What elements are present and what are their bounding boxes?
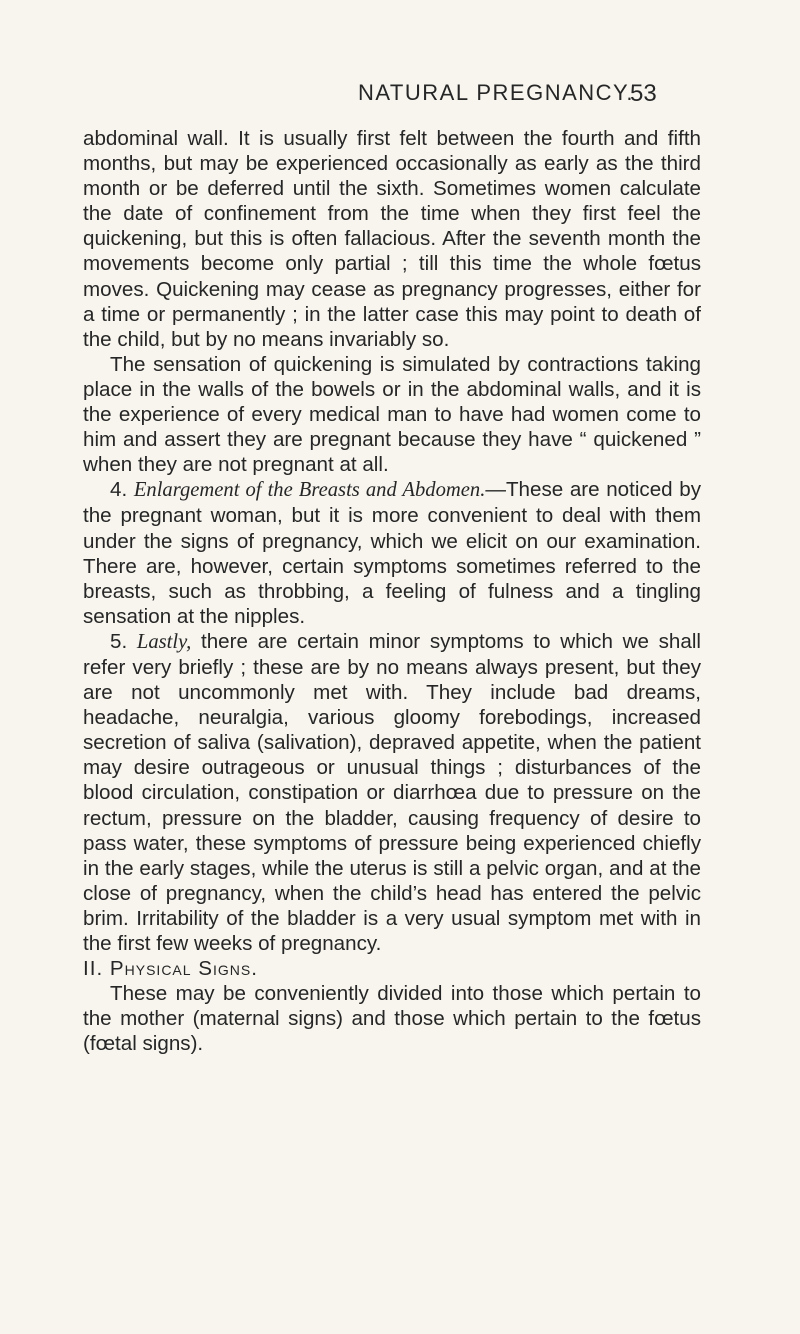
paragraph-text: there are certain minor symptoms to which we shall refer very briefly ; these are by no means always present, but they are not uncommonly met with. They include bad dreams, headache, neuralgia, various gloomy forebodings, increased secretion of saliva (salivation), depraved appetite, when the patient may desire outrageous or unusual things ; disturbances of the blood circulation, constipation or diarrhœa due to pressure on the rectum, pressure on the bladder, causing frequency of desire to pass water, these symptoms of pressure being experienced chiefly in the early stages, while the uterus is still a pelvic organ, and at the close of pregnancy, when the child’s head has entered the pelvic brim. Irritability of the bladder is a very usual symptom met with in the first few weeks of pregnancy.: [83, 629, 701, 955]
inline-heading: Enlargement of the Breasts and Abdomen.: [133, 479, 486, 502]
paragraph-physical-signs: These may be conveniently divided into those which pertain to the mother (maternal signs) and those which pertain to the fœtus (fœtal signs).: [83, 982, 701, 1056]
section-heading: [83, 956, 701, 981]
inline-heading: Lastly,: [136, 630, 192, 653]
page-number: 53: [630, 80, 657, 107]
item-number: 5.: [110, 629, 128, 653]
running-head: [0, 80, 800, 110]
paragraph-enlargement: [83, 477, 701, 629]
paragraph-simulated-quickening: The sensation of quickening is simulated by contractions taking place in the walls of the bowels or in the abdominal walls, and it is the experience of every medical man to have had women come to him and assert they are pregnant because they have “ quickened ” when they are not pregnant at all.: [83, 352, 701, 477]
running-head-title: NATURAL PREGNANCY.: [358, 80, 634, 105]
paragraph-minor-symptoms: [83, 629, 701, 956]
paragraph-quickening-continued: abdominal wall. It is usually first felt between the fourth and fifth months, but may be experienced occasionally as early as the third month or be deferred until the sixth. Sometimes women calculate the date of confinement from the time when they first feel the quickening, but this is often fallacious. After the seventh month the movements become only partial ; till this time the whole fœtus moves. Quickening may cease as pregnancy progresses, either for a time or permanently ; in the latter case this may point to death of the child, but by no means invariably so.: [83, 127, 701, 351]
item-number: 4.: [110, 478, 128, 502]
section-title: Physical Signs.: [109, 957, 258, 981]
section-numeral: II.: [83, 957, 104, 981]
body-text: [83, 126, 701, 1056]
paragraph-text: —These are noticed by the pregnant woman, but it is more convenient to deal with them under the signs of pregnancy, which we elicit on our examination. There are, however, certain symptoms sometimes referred to the breasts, such as throbbing, a feeling of fulness and a tingling sensation at the nipples.: [83, 478, 701, 628]
